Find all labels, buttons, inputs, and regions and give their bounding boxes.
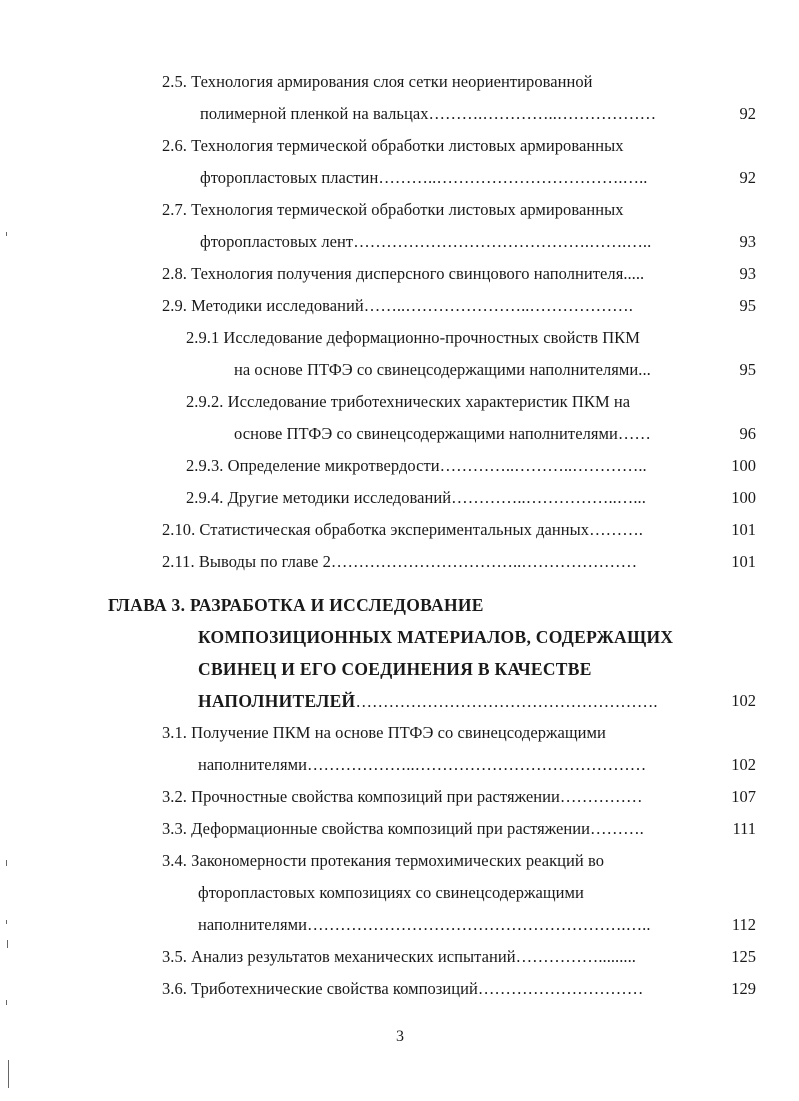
toc-page-number: 100 <box>731 456 756 475</box>
toc-page-number: 125 <box>731 947 756 966</box>
toc-page-number: 102 <box>731 755 756 774</box>
toc-page-number: 101 <box>731 552 756 571</box>
page-number-footer: 3 <box>396 1028 404 1045</box>
toc-page-number: 95 <box>739 360 756 379</box>
chapter-heading: НАПОЛНИТЕЛЕЙ <box>198 691 356 711</box>
chapter-heading: СВИНЕЦ И ЕГО СОЕДИНЕНИЯ В КАЧЕСТВЕ <box>198 659 592 679</box>
scan-speck <box>6 920 7 924</box>
toc-page-number: 129 <box>731 979 756 998</box>
toc-line: 2.9. Методики исследований……..…………………..………………. <box>162 296 633 315</box>
toc-line: наполнителями………………………………………………….….. <box>198 915 651 934</box>
toc-page-number: 93 <box>739 264 756 283</box>
toc-line: на основе ПТФЭ со свинецсодержащими наполнителями... <box>234 360 651 379</box>
toc-page-number: 93 <box>739 232 756 251</box>
toc-page-number: 102 <box>731 691 756 710</box>
chapter-heading: ГЛАВА 3. РАЗРАБОТКА И ИССЛЕДОВАНИЕ <box>108 595 484 615</box>
toc-page-number: 95 <box>739 296 756 315</box>
toc-page-number: 92 <box>739 104 756 123</box>
toc-line: 3.4. Закономерности протекания термохимических реакций во <box>162 851 605 870</box>
toc-line: 2.5. Технология армирования слоя сетки неориентированной <box>162 72 593 91</box>
toc-line: 3.3. Деформационные свойства композиций при растяжении………. <box>162 819 644 838</box>
toc-line: 2.9.4. Другие методики исследований…………..……………..…... <box>186 488 646 507</box>
toc-page-number: 101 <box>731 520 756 539</box>
toc-line: 2.9.2. Исследование триботехнических характеристик ПКМ на <box>186 392 631 411</box>
toc-line: 2.9.1 Исследование деформационно-прочностных свойств ПКМ <box>186 328 640 347</box>
toc-line: 3.6. Триботехнические свойства композиций………………………… <box>162 979 644 998</box>
toc-line: основе ПТФЭ со свинецсодержащими наполнителями…… <box>234 424 651 443</box>
toc-line: 3.2. Прочностные свойства композиций при растяжении…………… <box>162 787 643 806</box>
toc-page-number: 100 <box>731 488 756 507</box>
toc-line: 2.6. Технология термической обработки листовых армированных <box>162 136 624 155</box>
scan-speck <box>6 1000 7 1005</box>
toc-line: 2.8. Технология получения дисперсного свинцового наполнителя..... <box>162 264 645 283</box>
toc-page-number: 112 <box>731 915 756 934</box>
toc-page-number: 96 <box>739 424 756 443</box>
scan-speck <box>6 860 7 866</box>
chapter-heading-last-line <box>198 689 658 714</box>
toc-line: 2.10. Статистическая обработка экспериментальных данных………. <box>162 520 643 539</box>
toc-line: наполнителями………………..…………………………………… <box>198 755 647 774</box>
toc-line: 2.7. Технология термической обработки листовых армированных <box>162 200 624 219</box>
toc-line: фторопластовых лент…………………………………….…….….. <box>200 232 652 251</box>
toc-line: фторопластовых композициях со свинецсодержащими <box>198 883 584 902</box>
toc-line: 2.9.3. Определение микротвердости…………..………..………….. <box>186 456 647 475</box>
toc-line: 3.1. Получение ПКМ на основе ПТФЭ со свинецсодержащими <box>162 723 606 742</box>
toc-page-number: 111 <box>732 819 756 838</box>
toc-page-number: 92 <box>739 168 756 187</box>
chapter-heading: КОМПОЗИЦИОННЫХ МАТЕРИАЛОВ, СОДЕРЖАЩИХ <box>198 627 674 647</box>
toc-page-number: 107 <box>731 787 756 806</box>
scan-speck <box>6 232 7 236</box>
scan-speck <box>7 940 8 948</box>
toc-line: полимерной пленкой на вальцах……….…………..……………… <box>200 104 657 123</box>
scan-speck <box>8 1060 9 1088</box>
toc-dot-leader: ………………………………………………. <box>355 692 658 711</box>
toc-line: 3.5. Анализ результатов механических испытаний……………......... <box>162 947 636 966</box>
toc-line: 2.11. Выводы по главе 2……………………………..………………… <box>162 552 638 571</box>
toc-line: фторопластовых пластин………..…………………………….….. <box>200 168 648 187</box>
